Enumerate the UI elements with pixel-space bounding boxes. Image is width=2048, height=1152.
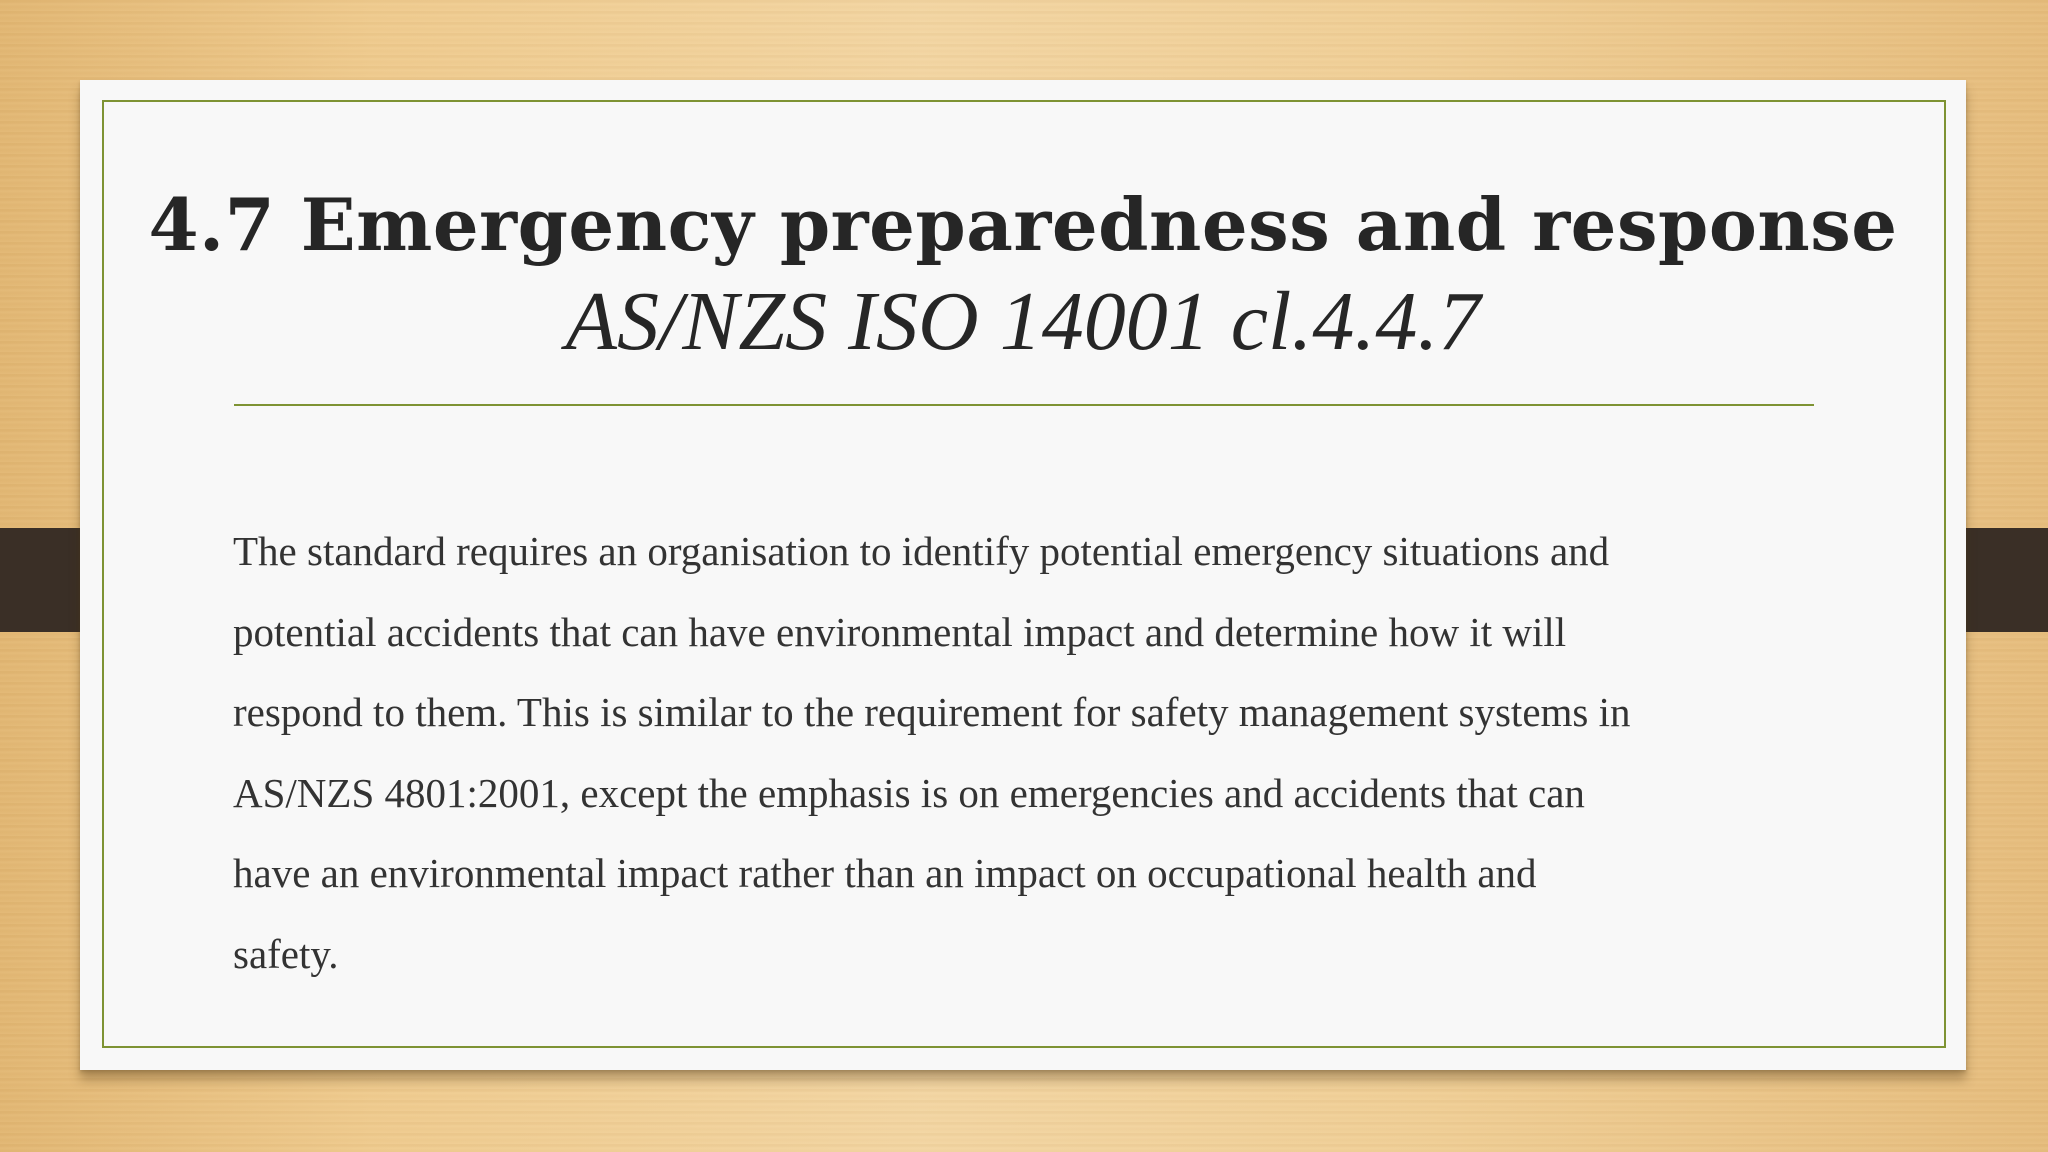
slide-card bbox=[80, 80, 1966, 1070]
body-line: potential accidents that can have environmental impact and determine how it will bbox=[233, 608, 1567, 655]
body-line: have an environmental impact rather than an impact on occupational health and bbox=[233, 850, 1537, 896]
slide-title-block bbox=[80, 175, 1966, 369]
body-line: AS/NZS 4801:2001, except the emphasis is on emergencies and accidents that can bbox=[233, 769, 1585, 816]
body-line: The standard requires an organisation to identify potential emergency situations and bbox=[233, 528, 1610, 574]
body-line: respond to them. This is similar to the requirement for safety management systems in bbox=[233, 689, 1631, 735]
slide-title: 4.7 Emergency preparedness and response bbox=[148, 182, 1898, 267]
body-line: safety. bbox=[233, 930, 339, 977]
title-divider bbox=[234, 404, 1814, 406]
slide-subtitle: AS/NZS ISO 14001 cl.4.4.7 bbox=[565, 275, 1481, 368]
slide-body-text bbox=[233, 504, 1873, 994]
